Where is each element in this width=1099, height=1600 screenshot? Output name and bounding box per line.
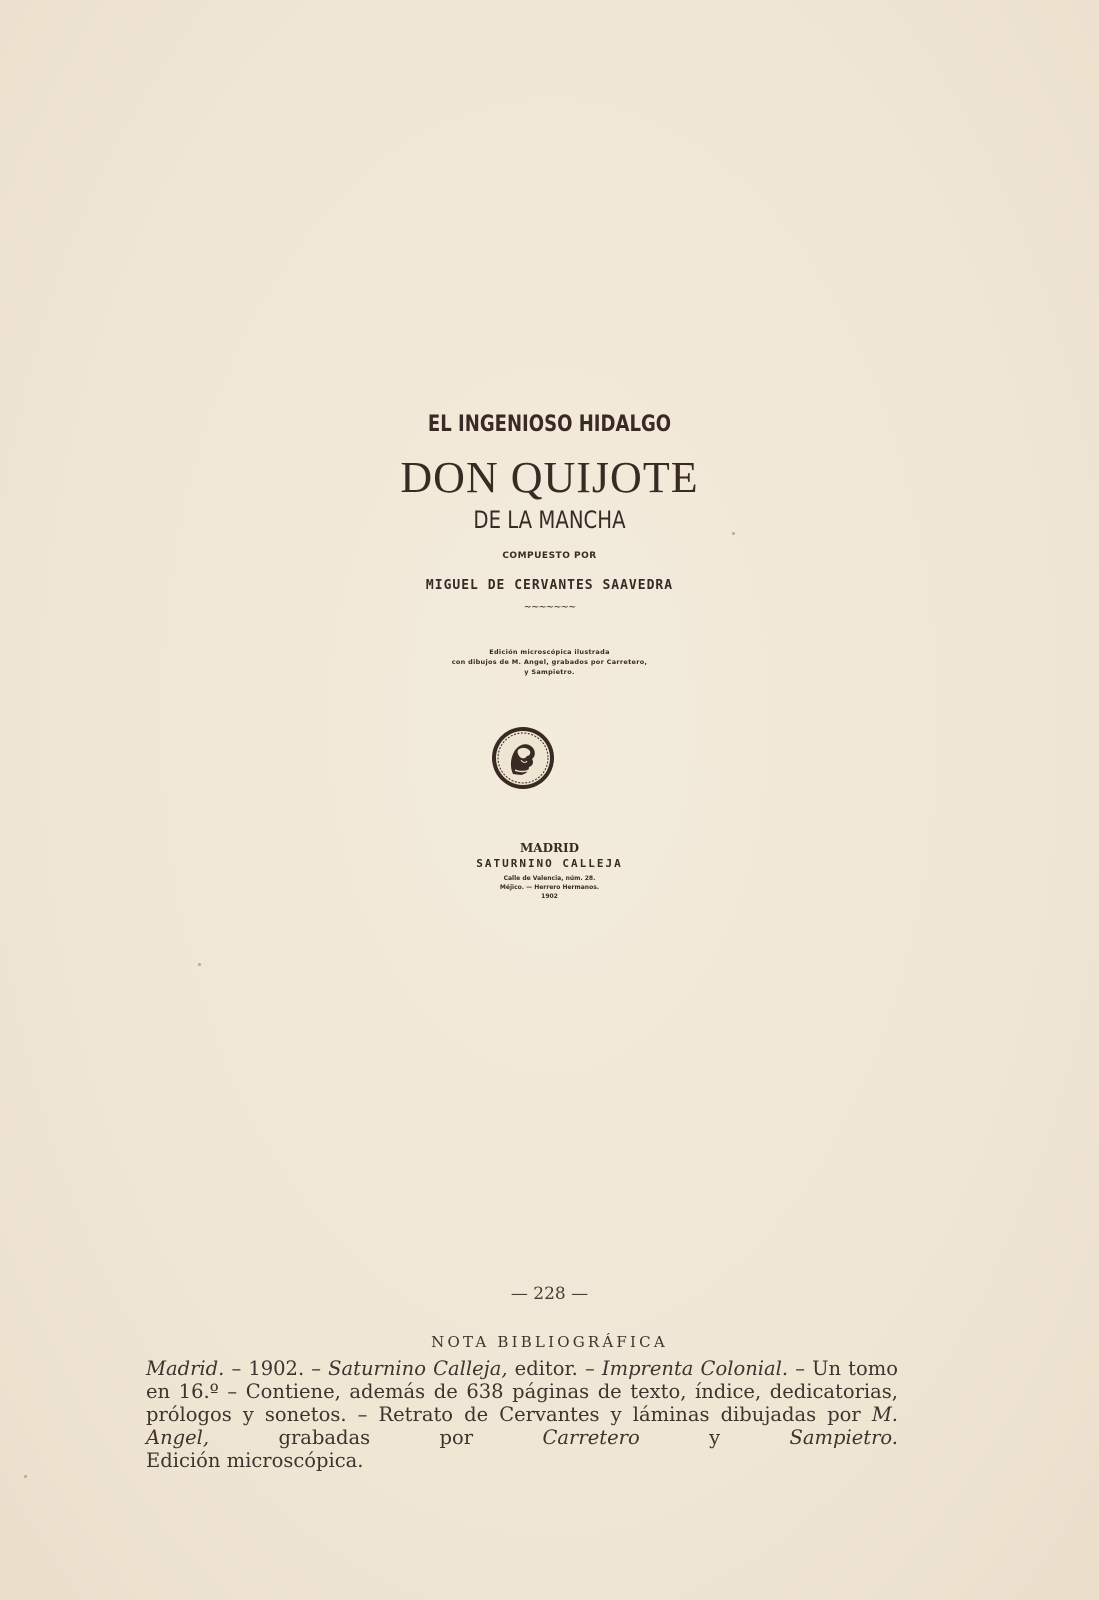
nota-text-run: grabadas por [209, 1426, 543, 1449]
page-number: — 228 — [510, 1284, 589, 1304]
author-name: MIGUEL DE CERVANTES SAAVEDRA [425, 578, 674, 593]
title-line-1: EL INGENIOSO HIDALGO [427, 412, 672, 437]
nota-text-run: – 1902. – [224, 1357, 329, 1380]
flourish-ornament: ~~~~~~~ [523, 602, 576, 613]
nota-body [146, 1357, 898, 1472]
paper-speck [198, 963, 201, 966]
imprint-address-line: Méjico. — Herrero Hermanos. [499, 884, 600, 891]
nota-italic-run: Carretero [542, 1426, 640, 1449]
imprint-address-line: Calle de Valencia, núm. 28. [503, 875, 596, 882]
nota-text-run: editor. – [507, 1357, 602, 1380]
nota-text-run: – Un tomo en 16.º – Contiene, además de 638 páginas de texto, índice, dedicatorias, prólogos y sonetos. – Retrato de Cervantes y láminas dibujadas por [146, 1357, 898, 1426]
title-line-2: DON QUIJOTE [400, 453, 699, 502]
edition-note-line: Edición microscópica ilustrada [489, 648, 610, 656]
nota-paragraph [146, 1357, 898, 1449]
cervantes-portrait-seal-icon [491, 726, 555, 790]
edition-note-line: con dibujos de M. Angel, grabados por Carretero, [451, 658, 648, 666]
nota-last-line: Edición microscópica. [146, 1449, 364, 1472]
paper-speck [24, 1475, 27, 1478]
imprint-address [0, 874, 1099, 901]
imprint-city: MADRID [520, 841, 579, 855]
title-line-3: DE LA MANCHA [473, 506, 626, 534]
imprint-year: 1902 [541, 893, 558, 900]
nota-italic-run: Madrid. [146, 1357, 225, 1380]
nota-text-run: y [639, 1426, 790, 1449]
nota-heading: NOTA BIBLIOGRÁFICA [431, 1333, 668, 1351]
nota-italic-run: M. Angel, [146, 1403, 898, 1449]
imprint-publisher: SATURNINO CALLEJA [476, 857, 623, 870]
nota-italic-run: Imprenta Colonial. [601, 1357, 789, 1380]
nota-italic-run: Sampietro. [789, 1426, 899, 1449]
nota-italic-run: Saturnino Calleja, [328, 1357, 508, 1380]
edition-note-line: y Sampietro. [524, 668, 575, 676]
compuesto-por: COMPUESTO POR [502, 551, 597, 561]
edition-note [0, 647, 1099, 677]
